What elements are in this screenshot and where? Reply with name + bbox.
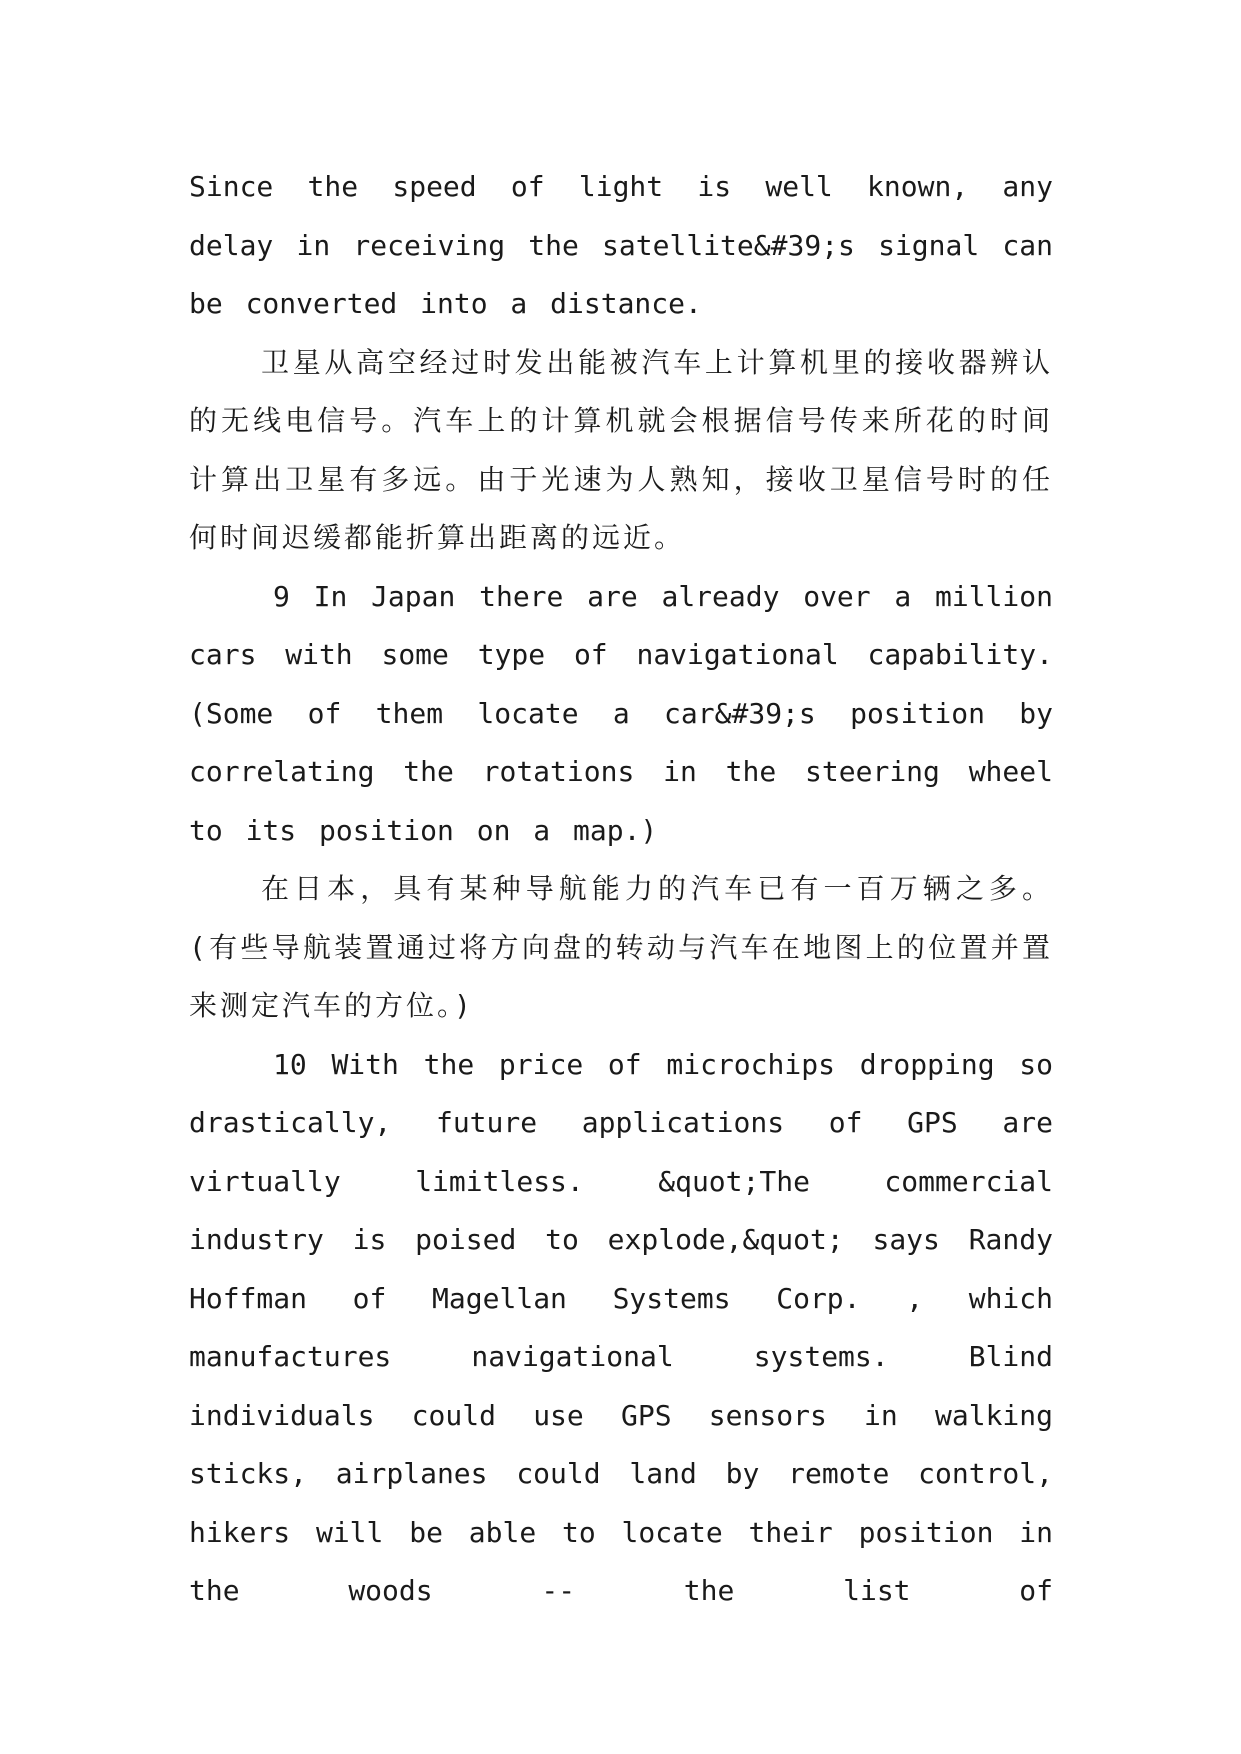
paragraph-en-distance: Since the speed of light is well known, any delay in receiving the satellite&#39;s signal can be converted into a distance. <box>189 170 1053 320</box>
paragraph-en-microchips: 10 With the price of microchips dropping so drastically, future applications of GPS are virtually limitless. &quot;The commercial industry is poised to explode,&quot; says Randy Hoffman of Magellan Systems Corp. , which manufactures navigational systems. Blind individuals could use GPS sensors in walking sticks, airplanes could land by remote control, hikers will be able to locate their position in the woods -- the list of <box>189 1047 1053 1607</box>
paragraph-zh-japan: 在日本，具有某种导航能力的汽车已有一百万辆之多。(有些导航装置通过将方向盘的转动与汽车在地图上的位置并置来测定汽车的方位。) <box>189 872 1053 1022</box>
document-body <box>189 158 1053 1621</box>
paragraph-zh-satellite: 卫星从高空经过时发出能被汽车上计算机里的接收器辨认的无线电信号。汽车上的计算机就会根据信号传来所花的时间计算出卫星有多远。由于光速为人熟知，接收卫星信号时的任何时间迟缓都能折算出距离的远近。 <box>189 345 1053 554</box>
paragraph-en-japan: 9 In Japan there are already over a million cars with some type of navigational capability. (Some of them locate a car&#39;s position by correlating the rotations in the steering wheel to its position on a map.) <box>189 579 1053 847</box>
